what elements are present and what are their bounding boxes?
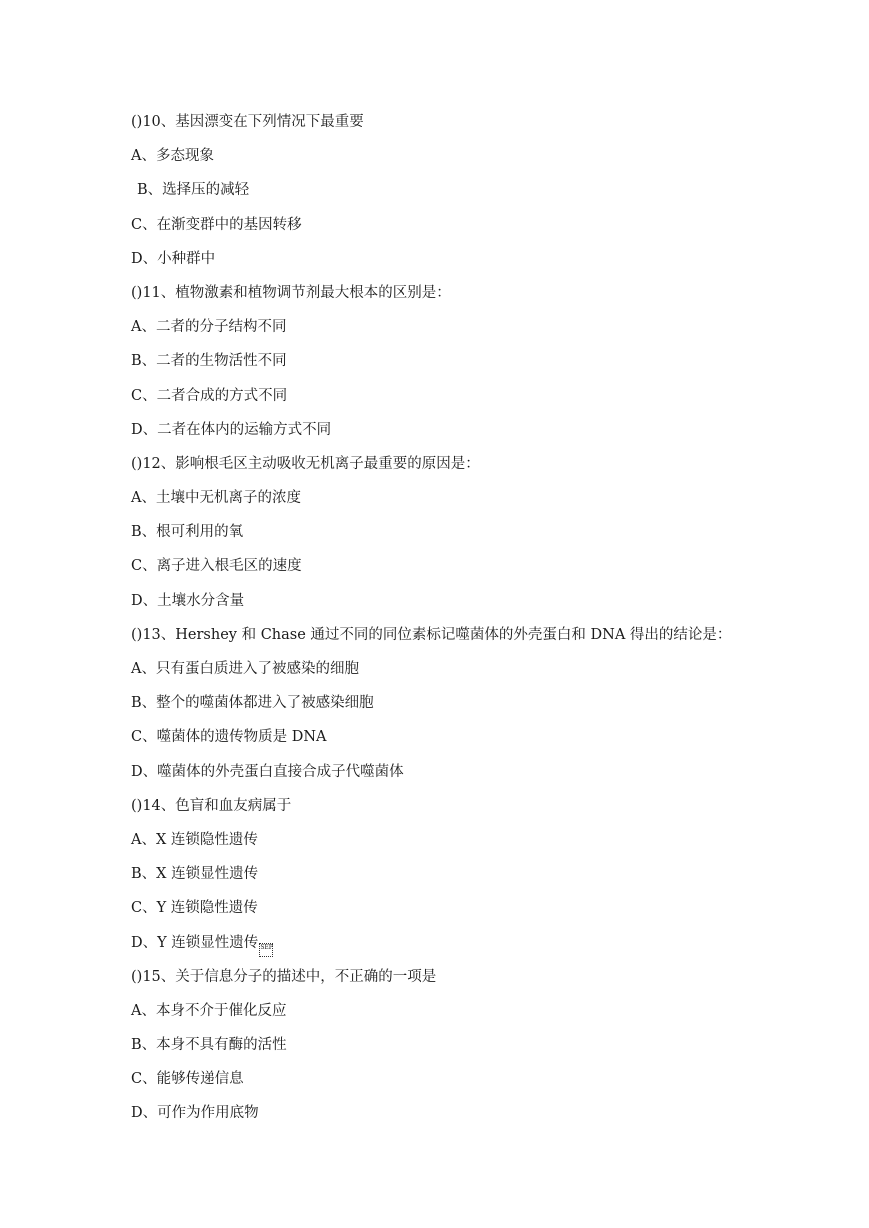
question-13-stem: ()13、Hershey 和 Chase 通过不同的同位素标记噬菌体的外壳蛋白和 DNA 得出的结论是： xyxy=(131,626,732,643)
question-10-option-a: A、多态现象 xyxy=(131,148,214,165)
question-15-option-d: D、可作为作用底物 xyxy=(131,1105,259,1122)
question-11-option-b: B、二者的生物活性不同 xyxy=(131,353,287,370)
question-14-stem: ()14、色盲和血友病属于 xyxy=(131,797,292,814)
question-11-option-d: D、二者在体内的运输方式不同 xyxy=(131,421,332,438)
question-12-option-b: B、根可利用的氧 xyxy=(131,524,244,541)
sep-glyph-box: SEP xyxy=(259,943,273,957)
question-11-option-c: C、二者合成的方式不同 xyxy=(131,387,288,404)
question-14-option-a: A、X 连锁隐性遗传 xyxy=(131,831,258,848)
question-10-option-c: C、在渐变群中的基因转移 xyxy=(131,216,302,233)
question-14-option-c: C、Y 连锁隐性遗传 xyxy=(131,900,258,917)
question-12-option-a: A、土壤中无机离子的浓度 xyxy=(131,490,301,507)
question-11-option-a: A、二者的分子结构不同 xyxy=(131,319,287,336)
question-12-option-c: C、离子进入根毛区的速度 xyxy=(131,558,302,575)
question-15-option-b: B、本身不具有酶的活性 xyxy=(131,1037,287,1054)
question-12-stem: ()12、影响根毛区主动吸收无机离子最重要的原因是： xyxy=(131,455,480,472)
question-13-option-c: C、噬菌体的遗传物质是 DNA xyxy=(131,729,327,746)
question-15-stem: ()15、关于信息分子的描述中，不正确的一项是 xyxy=(131,968,437,985)
question-15-option-a: A、本身不介于催化反应 xyxy=(131,1002,287,1019)
question-12-option-d: D、土壤水分含量 xyxy=(131,592,245,609)
question-14-option-b: B、X 连锁显性遗传 xyxy=(131,866,259,883)
question-10-stem: ()10、基因漂变在下列情况下最重要 xyxy=(131,114,364,130)
question-11-stem: ()11、植物激素和植物调节剂最大根本的区别是： xyxy=(131,284,451,301)
question-10-option-b: B、选择压的减轻 xyxy=(137,182,250,199)
question-10-option-d: D、小种群中 xyxy=(131,250,216,267)
question-13-option-d: D、噬菌体的外壳蛋白直接合成子代噬菌体 xyxy=(131,763,404,780)
question-15-option-c: C、能够传递信息 xyxy=(131,1071,244,1088)
question-list xyxy=(131,112,831,1138)
question-14-option-d-row xyxy=(131,933,831,967)
question-13-option-a: A、只有蛋白质进入了被感染的细胞 xyxy=(131,661,359,677)
question-13-option-b: B、整个的噬菌体都进入了被感染细胞 xyxy=(131,695,374,712)
question-14-option-d: D、Y 连锁显性遗传 xyxy=(131,934,259,951)
